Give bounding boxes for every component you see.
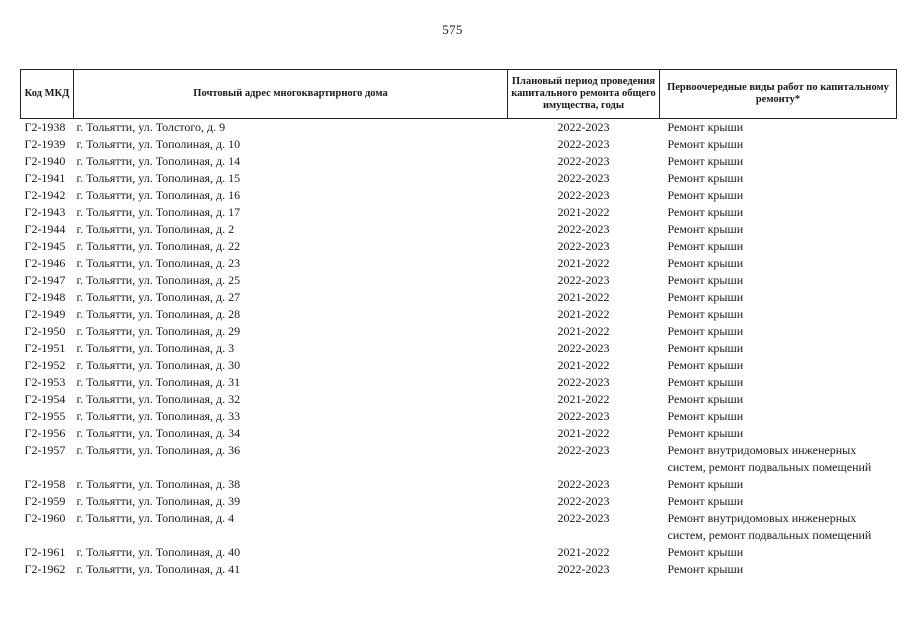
cell-period: 2022-2023 [557,477,610,491]
cell-address: г. Тольятти, ул. Тополиная, д. 34 [76,426,241,440]
cell-period: 2022-2023 [557,222,610,236]
cell-period: 2022-2023 [557,375,610,389]
cell-period: 2022-2023 [557,171,610,185]
cell-code: Г2-1955 [24,409,66,423]
cell-period: 2021-2022 [557,256,610,270]
cell-address: г. Тольятти, ул. Тополиная, д. 17 [76,205,241,219]
cell-period: 2021-2022 [557,307,610,321]
cell-works: Ремонт крыши [667,545,744,559]
page-number: 575 [442,22,463,37]
cell-works: Ремонт крыши [667,273,744,287]
table-row [21,510,897,544]
cell-address: г. Тольятти, ул. Тополиная, д. 3 [76,341,235,355]
cell-code: Г2-1946 [24,256,66,270]
cell-code: Г2-1939 [24,137,66,151]
table-row [21,323,897,340]
cell-works: Ремонт крыши [667,239,744,253]
cell-works: Ремонт крыши [667,324,744,338]
table-row [21,204,897,221]
cell-period: 2022-2023 [557,341,610,355]
cell-code: Г2-1941 [24,171,66,185]
table-row [21,255,897,272]
cell-address: г. Тольятти, ул. Тополиная, д. 15 [76,171,241,185]
cell-address: г. Тольятти, ул. Тополиная, д. 23 [76,256,241,270]
cell-code: Г2-1948 [24,290,66,304]
cell-code: Г2-1962 [24,562,66,576]
cell-code: Г2-1944 [24,222,66,236]
cell-code: Г2-1945 [24,239,66,253]
table-row [21,493,897,510]
cell-works: Ремонт крыши [667,392,744,406]
cell-address: г. Тольятти, ул. Тополиная, д. 14 [76,154,241,168]
cell-period: 2022-2023 [557,494,610,508]
cell-code: Г2-1954 [24,392,66,406]
table-row [21,187,897,204]
table-row [21,119,897,137]
cell-period: 2022-2023 [557,273,610,287]
cell-works: Ремонт внутридомовых инженерных систем, ремонт подвальных помещений [667,443,872,474]
table-header [21,70,897,119]
cell-code: Г2-1947 [24,273,66,287]
column-header-period: Плановый период проведения капитального ремонта общего имущества, годы [508,70,660,119]
cell-works: Ремонт крыши [667,188,744,202]
cell-works: Ремонт крыши [667,409,744,423]
cell-works: Ремонт крыши [667,358,744,372]
cell-code: Г2-1943 [24,205,66,219]
cell-period: 2021-2022 [557,290,610,304]
cell-period: 2022-2023 [557,188,610,202]
cell-address: г. Тольятти, ул. Тополиная, д. 2 [76,222,235,236]
cell-address: г. Тольятти, ул. Тополиная, д. 33 [76,409,241,423]
table-row [21,442,897,476]
cell-works: Ремонт крыши [667,426,744,440]
column-header-code: Код МКД [21,70,74,119]
cell-code: Г2-1956 [24,426,66,440]
cell-works: Ремонт крыши [667,477,744,491]
cell-period: 2021-2022 [557,205,610,219]
cell-code: Г2-1951 [24,341,66,355]
cell-code: Г2-1953 [24,375,66,389]
cell-code: Г2-1961 [24,545,66,559]
table-row [21,153,897,170]
cell-period: 2021-2022 [557,392,610,406]
cell-code: Г2-1942 [24,188,66,202]
table-row [21,136,897,153]
table-row [21,289,897,306]
cell-address: г. Тольятти, ул. Тополиная, д. 29 [76,324,241,338]
cell-period: 2022-2023 [557,443,610,457]
cell-period: 2022-2023 [557,137,610,151]
cell-works: Ремонт крыши [667,562,744,576]
cell-address: г. Тольятти, ул. Тополиная, д. 38 [76,477,241,491]
table-row [21,272,897,289]
table-row [21,561,897,578]
cell-address: г. Тольятти, ул. Тополиная, д. 41 [76,562,241,576]
cell-address: г. Тольятти, ул. Тополиная, д. 36 [76,443,241,457]
table-header-row [21,70,897,119]
table-row [21,425,897,442]
table-row [21,170,897,187]
cell-works: Ремонт внутридомовых инженерных систем, ремонт подвальных помещений [667,511,872,542]
cell-code: Г2-1957 [24,443,66,457]
cell-period: 2021-2022 [557,545,610,559]
cell-code: Г2-1950 [24,324,66,338]
cell-works: Ремонт крыши [667,494,744,508]
cell-address: г. Тольятти, ул. Тополиная, д. 10 [76,137,241,151]
cell-address: г. Тольятти, ул. Тополиная, д. 40 [76,545,241,559]
cell-works: Ремонт крыши [667,256,744,270]
cell-address: г. Тольятти, ул. Тополиная, д. 25 [76,273,241,287]
cell-code: Г2-1938 [24,120,66,134]
table-row [21,306,897,323]
cell-works: Ремонт крыши [667,375,744,389]
cell-works: Ремонт крыши [667,290,744,304]
table-row [21,408,897,425]
cell-address: г. Тольятти, ул. Тополиная, д. 27 [76,290,241,304]
cell-period: 2021-2022 [557,426,610,440]
cell-address: г. Тольятти, ул. Тополиная, д. 4 [76,511,235,525]
cell-period: 2021-2022 [557,358,610,372]
cell-period: 2022-2023 [557,120,610,134]
cell-address: г. Тольятти, ул. Тополиная, д. 32 [76,392,241,406]
cell-works: Ремонт крыши [667,154,744,168]
cell-works: Ремонт крыши [667,205,744,219]
cell-works: Ремонт крыши [667,307,744,321]
cell-address: г. Тольятти, ул. Тополиная, д. 16 [76,188,241,202]
cell-period: 2022-2023 [557,511,610,525]
cell-code: Г2-1959 [24,494,66,508]
cell-code: Г2-1960 [24,511,66,525]
cell-address: г. Тольятти, ул. Тополиная, д. 30 [76,358,241,372]
table-row [21,391,897,408]
cell-period: 2022-2023 [557,562,610,576]
table-row [21,357,897,374]
column-header-works: Первоочередные виды работ по капитальному ремонту* [660,70,897,119]
column-header-address: Почтовый адрес многоквартирного дома [74,70,508,119]
table-row [21,340,897,357]
capital-repair-table [20,69,897,578]
cell-period: 2021-2022 [557,324,610,338]
cell-period: 2022-2023 [557,409,610,423]
cell-address: г. Тольятти, ул. Тополиная, д. 39 [76,494,241,508]
table-row [21,221,897,238]
cell-works: Ремонт крыши [667,222,744,236]
table-row [21,544,897,561]
cell-address: г. Тольятти, ул. Тополиная, д. 28 [76,307,241,321]
cell-code: Г2-1940 [24,154,66,168]
cell-period: 2022-2023 [557,239,610,253]
cell-address: г. Тольятти, ул. Тополиная, д. 31 [76,375,241,389]
cell-works: Ремонт крыши [667,171,744,185]
cell-address: г. Тольятти, ул. Толстого, д. 9 [76,120,226,134]
table-row [21,238,897,255]
table-row [21,476,897,493]
cell-period: 2022-2023 [557,154,610,168]
table-body [21,119,897,579]
cell-code: Г2-1952 [24,358,66,372]
cell-address: г. Тольятти, ул. Тополиная, д. 22 [76,239,241,253]
cell-works: Ремонт крыши [667,120,744,134]
cell-code: Г2-1949 [24,307,66,321]
table-row [21,374,897,391]
cell-works: Ремонт крыши [667,137,744,151]
cell-code: Г2-1958 [24,477,66,491]
cell-works: Ремонт крыши [667,341,744,355]
